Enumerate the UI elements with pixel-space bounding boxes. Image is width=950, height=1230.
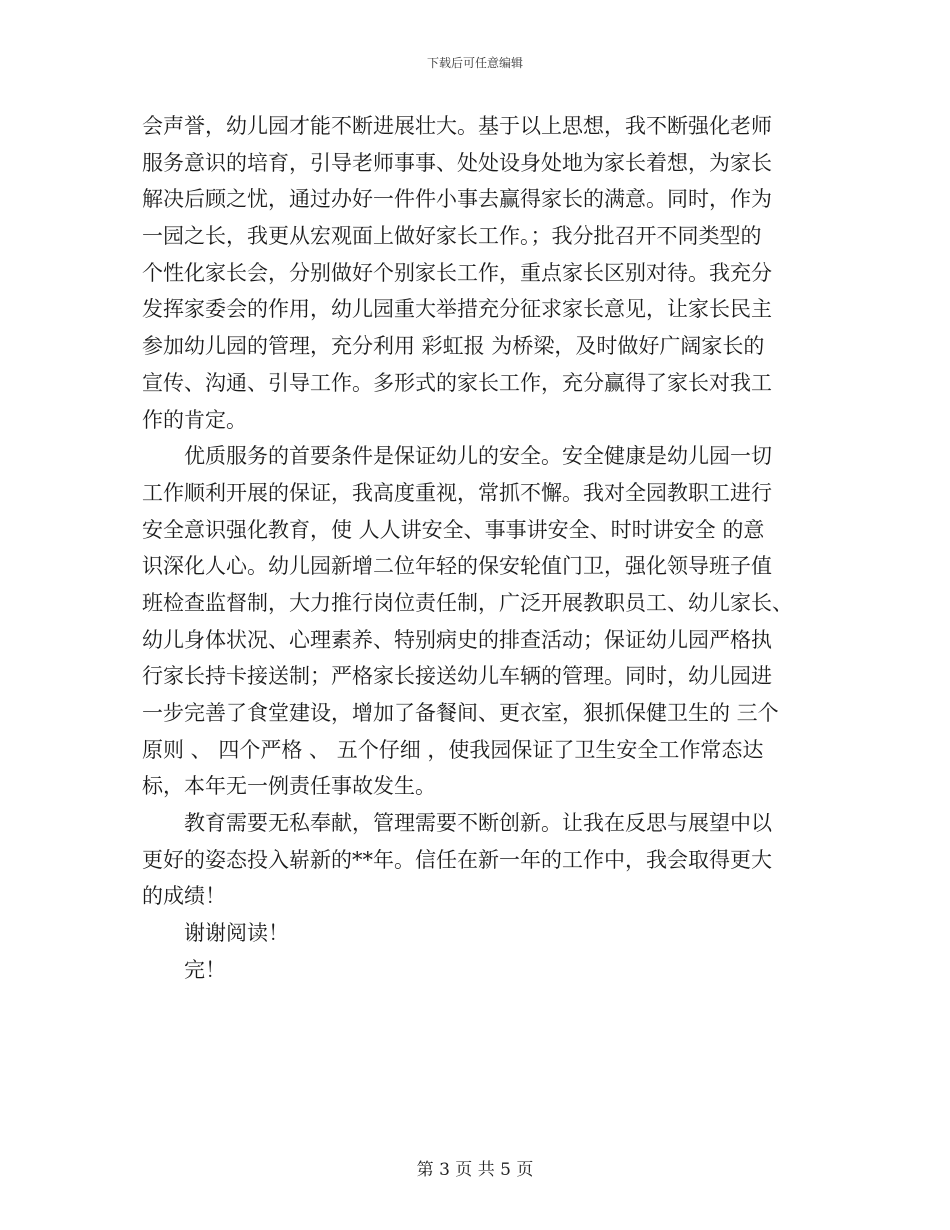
text-line: 更好的姿态投入崭新的**年。信任在新一年的工作中，我会取得更大 xyxy=(142,847,772,872)
text-line: 发挥家委会的作用，幼儿园重大举措充分征求家长意见，让家长民主 xyxy=(142,297,772,322)
text-line: 服务意识的培育，引导老师事事、处处设身处地为家长着想，为家长 xyxy=(142,150,772,175)
text-line: 宣传、沟通、引导工作。多形式的家长工作，充分赢得了家长对我工 xyxy=(142,370,772,395)
text-line: 的成绩！ xyxy=(142,884,226,909)
page-header: 下载后可任意编辑 xyxy=(426,56,523,70)
text-line: 识深化人心。幼儿园新增二位年轻的保安轮值门卫，强化领导班子值 xyxy=(142,554,772,579)
closing-end-line: 完！ xyxy=(142,957,226,982)
text-line: 会声誉，幼儿园才能不断进展壮大。基于以上思想，我不断强化老师 xyxy=(142,114,772,138)
text-line: 个性化家长会，分别做好个别家长工作，重点家长区别对待。我充分 xyxy=(142,260,772,285)
text-line: 解决后顾之忧，通过办好一件件小事去赢得家长的满意。同时，作为 xyxy=(142,187,772,212)
paragraph-start-line: 教育需要无私奉献，管理需要不断创新。让我在反思与展望中以 xyxy=(142,811,772,836)
text-line: 原则 、 四个严格 、 五个仔细 ，使我园保证了卫生安全工作常态达 xyxy=(142,737,764,762)
text-line: 参加幼儿园的管理，充分利用 彩虹报 为桥梁，及时做好广阔家长的 xyxy=(142,334,765,359)
text-line: 作的肯定。 xyxy=(142,407,247,432)
text-line: 标，本年无一例责任事故发生。 xyxy=(142,774,436,799)
page-footer: 第 3 页 共 5 页 xyxy=(416,1160,534,1180)
text-line: 一园之长，我更从宏观面上做好家长工作。；我分批召开不同类型的 xyxy=(142,224,762,249)
closing-thanks-line: 谢谢阅读！ xyxy=(142,921,289,946)
document-body xyxy=(142,108,812,989)
text-line: 一步完善了食堂建设，增加了备餐间、更衣室，狠抓保健卫生的 三个 xyxy=(142,701,779,725)
text-line: 行家长持卡接送制；严格家长接送幼儿车辆的管理。同时，幼儿园进 xyxy=(142,664,772,689)
text-line: 工作顺利开展的保证，我高度重视，常抓不懈。我对全园教职工进行 xyxy=(142,480,772,505)
text-line: 幼儿身体状况、心理素养、特别病史的排查活动；保证幼儿园严格执 xyxy=(142,627,772,652)
paragraph-start-line: 优质服务的首要条件是保证幼儿的安全。安全健康是幼儿园一切 xyxy=(142,444,772,469)
text-line: 安全意识强化教育，使 人人讲安全、事事讲安全、时时讲安全 的意 xyxy=(142,517,765,542)
text-line: 班检查监督制，大力推行岗位责任制，广泛开展教职员工、幼儿家长、 xyxy=(142,590,793,615)
